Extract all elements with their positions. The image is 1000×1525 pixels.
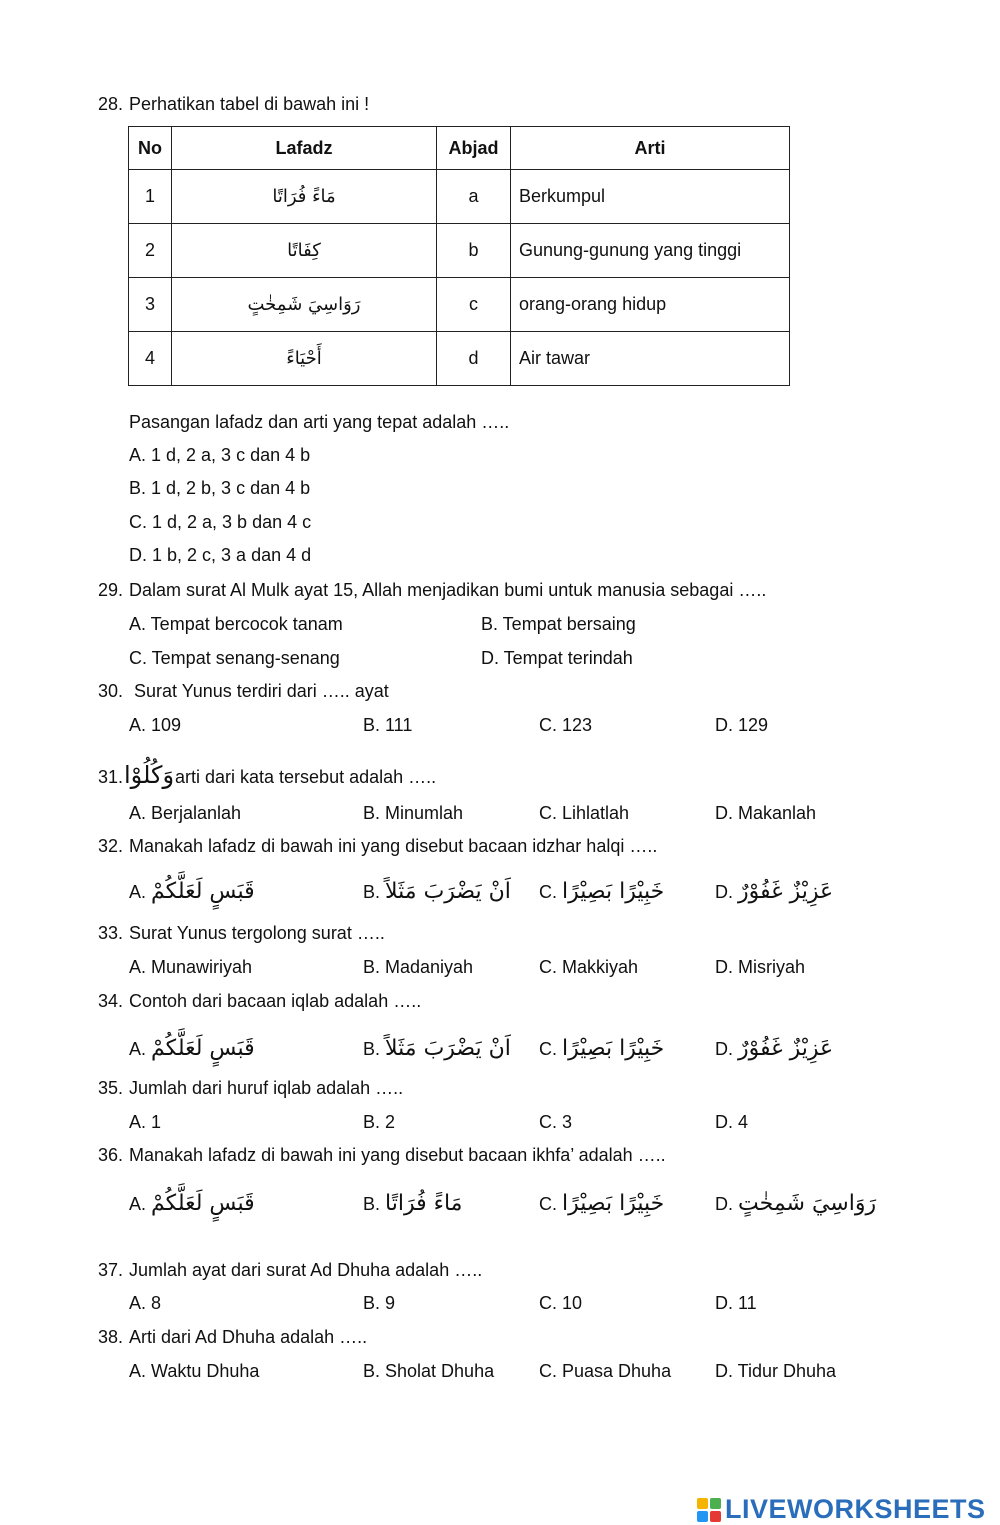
- q30-option-d[interactable]: D. 129: [715, 715, 769, 735]
- option-letter: A.: [129, 882, 147, 902]
- q38-number: 38.: [98, 1327, 124, 1347]
- q34-question: Contoh dari bacaan iqlab adalah …..: [129, 991, 422, 1011]
- q28-number: 28.: [98, 94, 124, 114]
- q30-option-c[interactable]: C. 123: [539, 715, 593, 735]
- q28-option-d[interactable]: D. 1 b, 2 c, 3 a dan 4 d: [129, 545, 312, 565]
- row-lafadz: أَحْيَاءً: [172, 332, 437, 386]
- q37-question: Jumlah ayat dari surat Ad Dhuha adalah …..: [129, 1260, 483, 1280]
- q32-number: 32.: [98, 836, 124, 856]
- option-letter: D.: [715, 1194, 733, 1214]
- option-letter: D.: [715, 1039, 733, 1059]
- row-no: 2: [129, 224, 172, 278]
- row-lafadz: كِفَاتًا: [172, 224, 437, 278]
- q30-number: 30.: [98, 681, 124, 701]
- logo-square-1: [697, 1498, 708, 1509]
- row-arti: Gunung-gunung yang tinggi: [511, 224, 790, 278]
- option-letter: C.: [539, 882, 557, 902]
- option-letter: B.: [363, 1039, 381, 1059]
- logo-square-4: [710, 1511, 721, 1522]
- option-arabic: خَبِيْرًا بَصِيْرًا: [562, 1191, 665, 1216]
- q34-number: 34.: [98, 991, 124, 1011]
- q35-number: 35.: [98, 1078, 124, 1098]
- row-abjad: b: [437, 224, 511, 278]
- q38-option-c[interactable]: C. Puasa Dhuha: [539, 1361, 672, 1381]
- option-arabic: رَوَاسِيَ شَمِخٰتٍ: [738, 1191, 877, 1216]
- q28-question: Perhatikan tabel di bawah ini !: [129, 94, 370, 114]
- liveworksheets-logo[interactable]: [697, 1494, 986, 1525]
- table-header-no: No: [129, 127, 172, 170]
- q36-option-b[interactable]: [363, 1186, 462, 1222]
- q34-option-a[interactable]: [129, 1031, 255, 1067]
- q33-option-d[interactable]: D. Misriyah: [715, 957, 806, 977]
- lafadz-table: [128, 126, 790, 386]
- q30-option-b[interactable]: B. 111: [363, 715, 413, 735]
- q28-option-a[interactable]: A. 1 d, 2 a, 3 c dan 4 b: [129, 445, 311, 465]
- q31-option-a[interactable]: A. Berjalanlah: [129, 803, 242, 823]
- option-arabic: اَنْ يَضْرَبَ مَثَلاً: [385, 879, 511, 904]
- q30-question: Surat Yunus terdiri dari ….. ayat: [134, 681, 389, 701]
- table-header-abjad: Abjad: [437, 127, 511, 170]
- logo-square-2: [710, 1498, 721, 1509]
- table-row: [129, 278, 790, 332]
- q34-option-b[interactable]: [363, 1031, 511, 1067]
- option-letter: C.: [539, 1039, 557, 1059]
- row-arti: Air tawar: [511, 332, 790, 386]
- table-header-row: [129, 127, 790, 170]
- row-lafadz: مَاءً فُرَاتًا: [172, 170, 437, 224]
- table-header-lafadz: Lafadz: [172, 127, 437, 170]
- q38-option-a[interactable]: A. Waktu Dhuha: [129, 1361, 260, 1381]
- option-arabic: مَاءً فُرَاتًا: [385, 1191, 463, 1216]
- option-letter: C.: [539, 1194, 557, 1214]
- q36-question: Manakah lafadz di bawah ini yang disebut bacaan ikhfa’ adalah …..: [129, 1145, 666, 1165]
- q34-option-c[interactable]: [539, 1031, 664, 1067]
- q37-option-b[interactable]: B. 9: [363, 1293, 396, 1313]
- option-letter: B.: [363, 1194, 381, 1214]
- q28-option-b[interactable]: B. 1 d, 2 b, 3 c dan 4 b: [129, 478, 311, 498]
- table-header-arti: Arti: [511, 127, 790, 170]
- q31-option-d[interactable]: D. Makanlah: [715, 803, 817, 823]
- option-arabic: قَبَسٍ لَعَلَّكُمْ: [151, 1036, 255, 1061]
- q29-question: Dalam surat Al Mulk ayat 15, Allah menjadikan bumi untuk manusia sebagai …..: [129, 580, 767, 600]
- option-letter: A.: [129, 1194, 147, 1214]
- q38-option-b[interactable]: B. Sholat Dhuha: [363, 1361, 495, 1381]
- q36-option-c[interactable]: [539, 1186, 664, 1222]
- q38-question: Arti dari Ad Dhuha adalah …..: [129, 1327, 368, 1347]
- q36-option-a[interactable]: [129, 1186, 255, 1222]
- q29-option-b[interactable]: B. Tempat bersaing: [481, 614, 636, 634]
- q31-number: 31.: [98, 767, 124, 787]
- row-lafadz: رَوَاسِيَ شَمِخٰتٍ: [172, 278, 437, 332]
- q32-option-c[interactable]: [539, 874, 664, 910]
- row-no: 1: [129, 170, 172, 224]
- row-abjad: a: [437, 170, 511, 224]
- q30-option-a[interactable]: A. 109: [129, 715, 182, 735]
- q33-question: Surat Yunus tergolong surat …..: [129, 923, 385, 943]
- table-row: [129, 224, 790, 278]
- q38-option-d[interactable]: D. Tidur Dhuha: [715, 1361, 837, 1381]
- option-arabic: قَبَسٍ لَعَلَّكُمْ: [151, 879, 255, 904]
- logo-square-3: [697, 1511, 708, 1522]
- q35-question: Jumlah dari huruf iqlab adalah …..: [129, 1078, 404, 1098]
- q32-option-a[interactable]: [129, 874, 255, 910]
- q35-option-d[interactable]: D. 4: [715, 1112, 749, 1132]
- q37-option-a[interactable]: A. 8: [129, 1293, 162, 1313]
- q33-option-b[interactable]: B. Madaniyah: [363, 957, 474, 977]
- option-letter: B.: [363, 882, 381, 902]
- row-abjad: d: [437, 332, 511, 386]
- q29-option-d[interactable]: D. Tempat terindah: [481, 648, 633, 668]
- q33-option-c[interactable]: C. Makkiyah: [539, 957, 639, 977]
- option-letter: A.: [129, 1039, 147, 1059]
- q28-prompt: Pasangan lafadz dan arti yang tepat adalah …..: [129, 412, 510, 432]
- q28-option-c[interactable]: C. 1 d, 2 a, 3 b dan 4 c: [129, 512, 312, 532]
- table-row: [129, 170, 790, 224]
- option-arabic: خَبِيْرًا بَصِيْرًا: [562, 1036, 665, 1061]
- brand-name: LIVEWORKSHEETS: [725, 1494, 986, 1524]
- liveworksheets-logo-icon: [697, 1498, 721, 1522]
- q31-option-c[interactable]: C. Lihlatlah: [539, 803, 630, 823]
- q33-number: 33.: [98, 923, 124, 943]
- q29-option-c[interactable]: C. Tempat senang-senang: [129, 648, 340, 668]
- q32-option-b[interactable]: [363, 874, 511, 910]
- option-arabic: قَبَسٍ لَعَلَّكُمْ: [151, 1191, 255, 1216]
- q31-option-b[interactable]: B. Minumlah: [363, 803, 464, 823]
- q37-number: 37.: [98, 1260, 124, 1280]
- option-letter: D.: [715, 882, 733, 902]
- row-no: 3: [129, 278, 172, 332]
- q34-option-d[interactable]: [715, 1031, 833, 1067]
- q32-option-d[interactable]: [715, 874, 833, 910]
- row-arti: orang-orang hidup: [511, 278, 790, 332]
- q35-option-a[interactable]: A. 1: [129, 1112, 162, 1132]
- option-arabic: عَزِيْزٌ غَفُوْرٌ: [738, 1036, 834, 1061]
- row-arti: Berkumpul: [511, 170, 790, 224]
- option-arabic: اَنْ يَضْرَبَ مَثَلاً: [385, 1036, 511, 1061]
- q35-option-b[interactable]: B. 2: [363, 1112, 396, 1132]
- q29-number: 29.: [98, 580, 124, 600]
- q31-arabic-word: وَكُلُوْا: [124, 761, 175, 789]
- q35-option-c[interactable]: C. 3: [539, 1112, 573, 1132]
- option-arabic: عَزِيْزٌ غَفُوْرٌ: [738, 879, 834, 904]
- q36-option-d[interactable]: [715, 1186, 876, 1222]
- q32-question: Manakah lafadz di bawah ini yang disebut bacaan idzhar halqi …..: [129, 836, 658, 856]
- q31-question: arti dari kata tersebut adalah …..: [175, 767, 437, 787]
- row-abjad: c: [437, 278, 511, 332]
- table-row: [129, 332, 790, 386]
- option-arabic: خَبِيْرًا بَصِيْرًا: [562, 879, 665, 904]
- q29-option-a[interactable]: A. Tempat bercocok tanam: [129, 614, 343, 634]
- q37-option-d[interactable]: D. 11: [715, 1293, 757, 1313]
- q36-number: 36.: [98, 1145, 124, 1165]
- q37-option-c[interactable]: C. 10: [539, 1293, 583, 1313]
- q33-option-a[interactable]: A. Munawiriyah: [129, 957, 253, 977]
- row-no: 4: [129, 332, 172, 386]
